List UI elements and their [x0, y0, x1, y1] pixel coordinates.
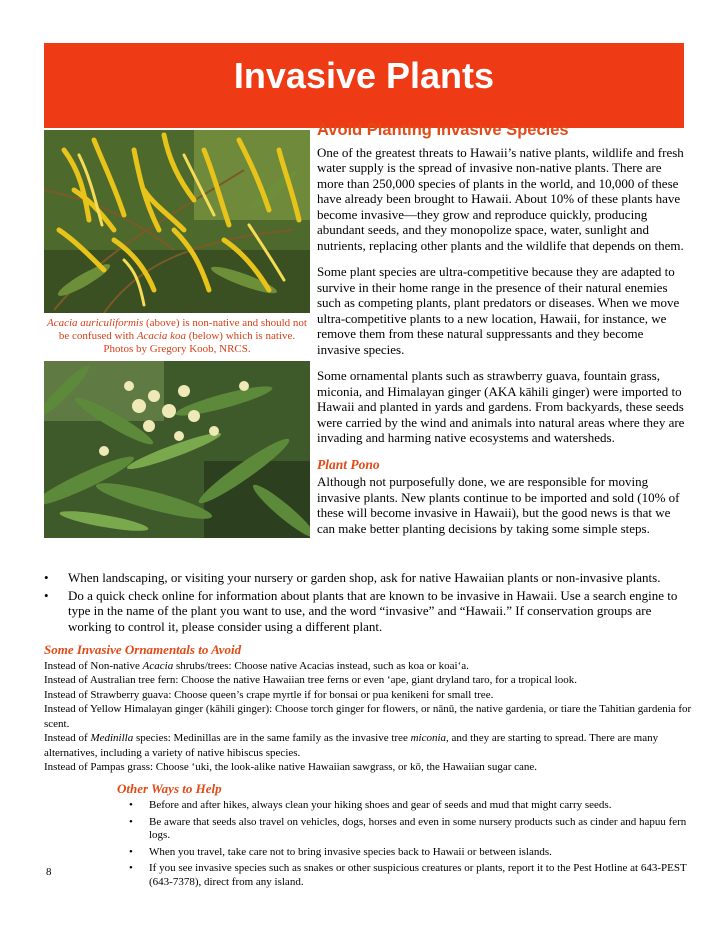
line-text: Instead of [44, 732, 91, 744]
list-item [44, 588, 689, 635]
line-text: , and they are starting to spread. There are many alternatives, including a variety of native hibiscus species. [44, 732, 659, 759]
caption-mid-text: (above) is non-native and should not be confused with [58, 317, 307, 342]
list-item-text: Before and after hikes, always clean your hiking shoes and gear of seeds and mud that might carry seeds. [149, 799, 612, 811]
title-banner [44, 43, 684, 128]
plant-pono-text: Although not purposefully done, we are responsible for moving invasive plants. New plants continue to be imported and sold (10% of these will become invasive in Hawaii), but the good news is that we can make better planting decisions by taking some simple steps. [317, 474, 680, 536]
list-item [117, 846, 697, 860]
page-title: Invasive Plants [233, 55, 495, 96]
line-species: Medinilla [90, 732, 134, 744]
ornamental-line [44, 659, 694, 674]
bullet-icon: • [129, 799, 133, 811]
ornamental-line [44, 731, 694, 760]
other-ways-heading: Other Ways to Help [117, 781, 222, 796]
list-item [117, 862, 697, 889]
photo-caption [44, 317, 310, 356]
other-ways-section [117, 781, 697, 892]
caption-end-text: (below) which is native. [186, 330, 296, 342]
list-item-text: Be aware that seeds also travel on vehicles, dogs, horses and even in some nursery products such as cinder and hapuu fern logs. [149, 815, 687, 841]
caption-species-1: Acacia auriculiformis [47, 317, 144, 329]
list-item [117, 816, 697, 843]
article-paragraph: Some plant species are ultra-competitive because they are adapted to survive in their home range in the presence of their natural enemies such as competing plants, plant predators or diseases. When we move ultra-competitive plants to a new location, Hawaii, for instance, we remove them from these natural suppressants and they become invasive species. [317, 264, 680, 357]
acacia-auriculiformis-photo [44, 130, 310, 313]
caption-credit: Photos by Gregory Koob, NRCS. [103, 343, 251, 355]
list-item [44, 570, 689, 586]
list-item-text: Do a quick check online for information about plants that are known to be invasive in Hawaii. Use a search engine to type in the name of the plant you want to use, and the word “invasive” and “Hawaii.” If conservation groups are working to control it, please consider using a different plant. [68, 587, 678, 634]
list-item [117, 799, 697, 813]
bullet-icon: • [44, 587, 49, 603]
ornamentals-heading: Some Invasive Ornamentals to Avoid [44, 642, 242, 657]
line-text: Instead of Non-native [44, 659, 143, 672]
list-item-text: When you travel, take care not to bring invasive species back to Hawaii or between islands. [149, 845, 552, 858]
bullet-icon: • [129, 862, 133, 874]
page-number: 8 [46, 866, 52, 878]
plant-pono-heading: Plant Pono [317, 456, 380, 472]
acacia-koa-photo [44, 361, 310, 538]
article-paragraph: One of the greatest threats to Hawaii’s native plants, wildlife and fresh water supply is the spread of invasive non-native plants. There are more than 250,000 species of plants in the world, and 10,000 of these have already been brought to Hawaii. About 10% of these plants have become invasive—they grow and reproduce quickly, producing abundant seeds, and they monopolize space, water, sunlight and nutrients, replacing other plants and the wildlife that depends on them. [317, 144, 684, 253]
bullet-icon: • [129, 815, 133, 828]
line-text: species: Medinillas are in the same family as the invasive tree [133, 732, 411, 744]
line-species: Acacia [142, 659, 174, 672]
bullet-icon: • [129, 845, 133, 858]
article-paragraph: Some ornamental plants such as strawberry guava, fountain grass, miconia, and Himalayan ginger (AKA kāhili ginger) were imported to Hawaii and planted in yards and gardens. From backyards, these seeds were carried by the wind and animals into natural areas where they are invading and harming native ecosystems and watersheds. [317, 368, 685, 445]
ornamental-line: Instead of Pampas grass: Choose ‘uki, the look-alike native Hawaiian sawgrass, or kō, the Hawaiian sugar cane. [44, 761, 538, 773]
list-item-text: When landscaping, or visiting your nursery or garden shop, ask for native Hawaiian plants or non-invasive plants. [68, 570, 661, 585]
article-heading: Avoid Planting Invasive Species [317, 121, 569, 139]
list-item-text: If you see invasive species such as snakes or other suspicious creatures or plants, report it to the Pest Hotline at 643-PEST (643-7378), direct from any island. [149, 862, 687, 888]
caption-species-2: Acacia koa [136, 330, 187, 342]
ornamental-line: Instead of Australian tree fern: Choose the native Hawaiian tree ferns or even ‘ape, giant dryland taro, for a tropical look. [44, 674, 577, 686]
main-article [317, 123, 687, 547]
line-text: shrubs/trees: Choose native Acacias instead, such as koa or koai‘a. [173, 659, 469, 672]
bullet-icon: • [44, 570, 49, 585]
ornamentals-section [44, 643, 694, 775]
tips-list [44, 570, 689, 636]
line-species: miconia [410, 732, 447, 744]
ornamental-line: Instead of Strawberry guava: Choose queen’s crape myrtle if for bonsai or pua kenikeni for small tree. [44, 688, 494, 701]
ornamental-line: Instead of Yellow Himalayan ginger (kāhili ginger): Choose torch ginger for flowers, or nānū, the native gardenia, or tiare the Tahitian gardenia for scent. [44, 703, 692, 730]
